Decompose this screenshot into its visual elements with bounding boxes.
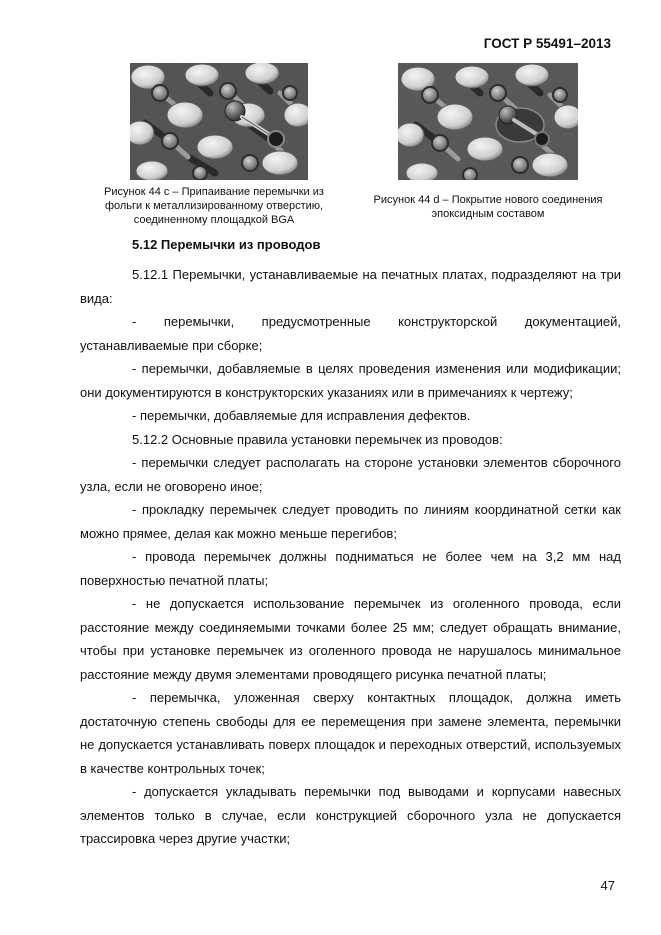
list-item: - прокладку перемычек следует проводить по линиям координатной сетки как можно прямее, делая как можно меньше перегибов; — [80, 502, 621, 541]
figure-44d-caption: Рисунок 44 d – Покрытие нового соединения эпоксидным составом — [373, 194, 603, 220]
list-item: - перемычки следует располагать на стороне установки элементов сборочного узла, если не оговорено иное; — [80, 455, 621, 494]
paragraph-5-12-2: 5.12.2 Основные правила установки перемычек из проводов: — [132, 431, 503, 447]
list-item: - не допускается использование перемычек из оголенного провода, если расстояние между соединяемыми точками более 25 мм; следует обращать внимание, чтобы при установке перемычек из оголенного провода не нарушалось минимальное расстояние между двумя элементами проводящего рисунка печатной платы; — [80, 596, 621, 682]
document-standard-header: ГОСТ Р 55491–2013 — [483, 36, 611, 51]
bga-foil-jumper-photo — [130, 63, 308, 180]
page-number: 47 — [600, 878, 615, 893]
list-item: - провода перемычек должны подниматься не более чем на 3,2 мм над поверхностью печатной платы; — [80, 549, 621, 588]
section-heading: 5.12 Перемычки из проводов — [132, 237, 321, 252]
list-item: - перемычка, уложенная сверху контактных площадок, должна иметь достаточную степень свободы для ее перемещения при замене элемента, перемычки не допускается устанавливать поверх площадок и переходных отверстий, используемых в качестве контрольных точек; — [80, 690, 621, 776]
epoxy-coated-connection-photo — [398, 63, 578, 180]
list-item: - допускается укладывать перемычки под выводами и корпусами навесных элементов только в случае, если конструкцией сборочного узла не допускается трассировка через другие участки; — [80, 784, 621, 846]
paragraph-5-12-1: 5.12.1 Перемычки, устанавливаемые на печатных платах, подразделяют на три вида: — [80, 267, 621, 306]
list-item: - перемычки, добавляемые для исправления дефектов. — [132, 408, 471, 423]
figure-44c-image — [130, 63, 308, 180]
list-item: - перемычки, добавляемые в целях проведения изменения или модификации; они документируются в конструкторских указаниях или в примечаниях к чертежу; — [80, 361, 621, 400]
figure-44c-caption: Рисунок 44 с – Припаивание перемычки из фольги к металлизированному отверстию, соединенному площадкой BGA — [104, 186, 324, 226]
list-item: - перемычки, предусмотренные конструкторской документацией, устанавливаемые при сборке; — [80, 314, 621, 353]
figure-44d-image — [398, 63, 578, 180]
section-body — [80, 263, 621, 851]
